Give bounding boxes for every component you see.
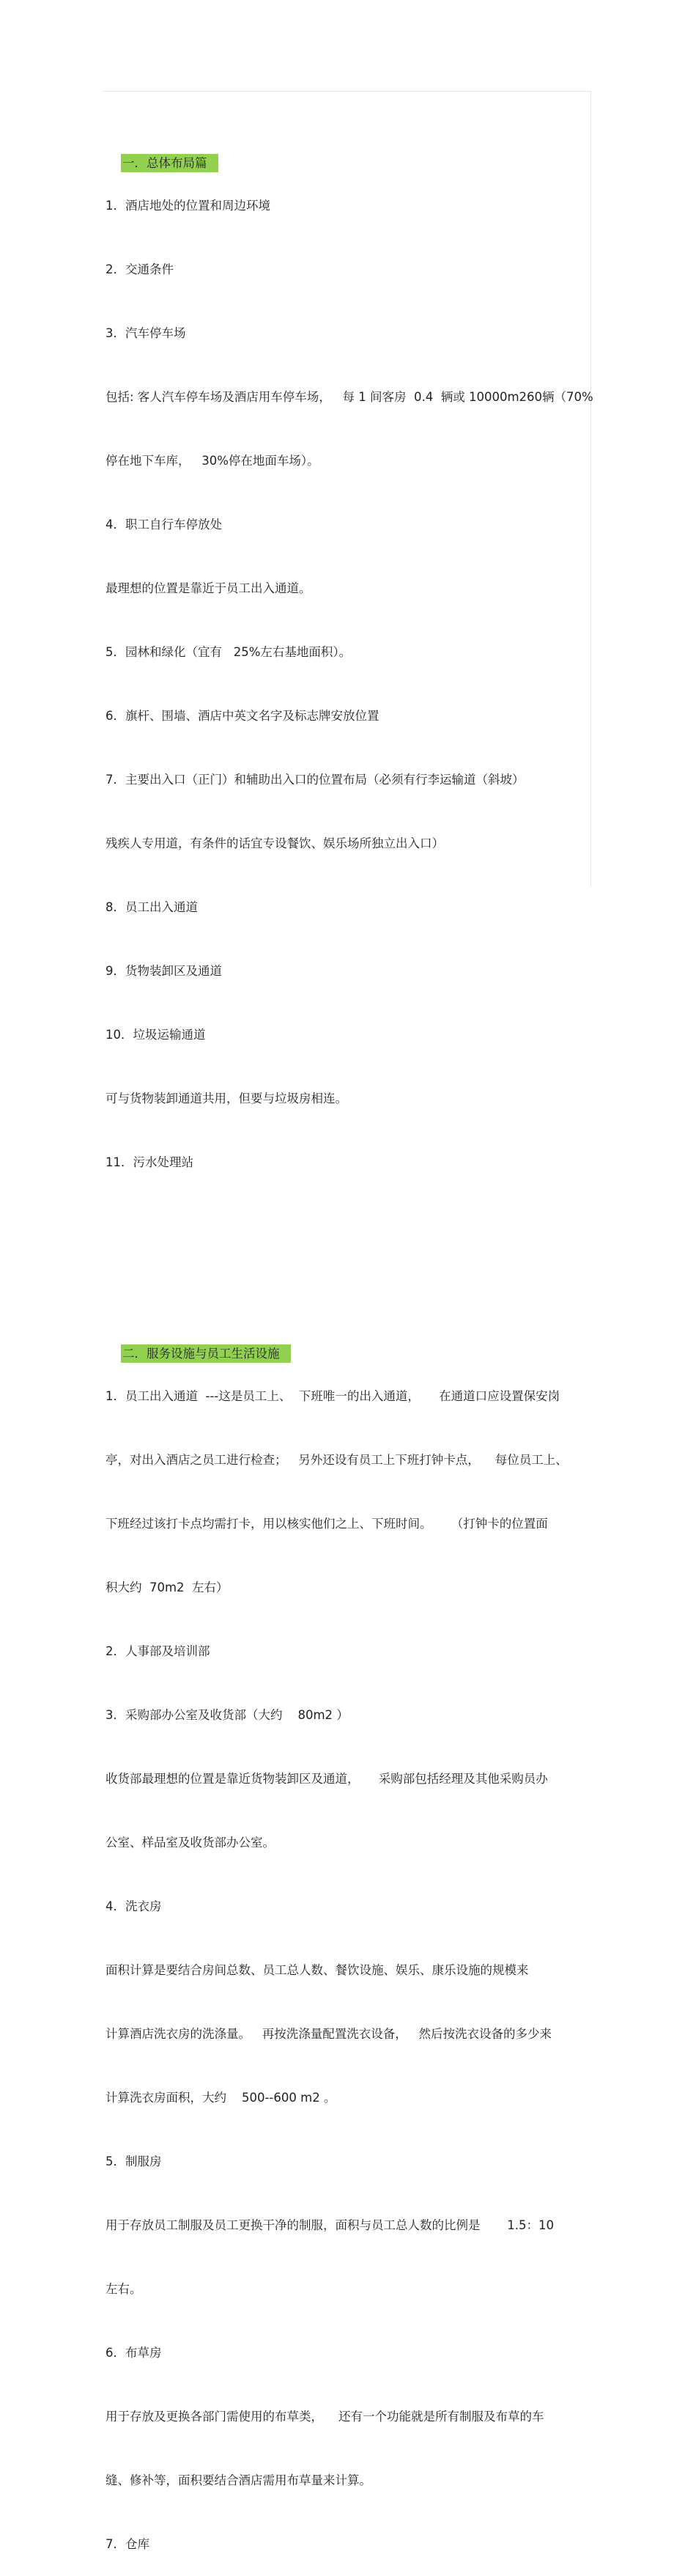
text-line: 计算酒店洗衣房的洗涤量。 再按洗涤量配置洗衣设备， 然后按洗衣设备的多少来 — [105, 2027, 552, 2041]
text-line: 左右。 — [105, 2282, 142, 2296]
text-line: 10．垃圾运输通道 — [105, 1028, 206, 1042]
section-heading: 一．总体布局篇 — [121, 154, 219, 172]
text-line: 2．交通条件 — [105, 262, 174, 276]
text-line: 1．员工出入通道 ---这是员工上、 下班唯一的出入通道， 在通道口应设置保安岗 — [105, 1389, 560, 1403]
text-line: 7．仓库 — [105, 2537, 149, 2551]
document-body — [105, 89, 604, 2576]
text-line: 公室、样品室及收货部办公室。 — [105, 1836, 275, 1850]
text-line: 可与货物装卸通道共用，但要与垃圾房相连。 — [105, 1092, 347, 1105]
text-line: 用于存放及更换各部门需使用的布草类， 还有一个功能就是所有制服及布草的车 — [105, 2410, 544, 2424]
text-line: 最理想的位置是靠近于员工出入通道。 — [105, 581, 311, 595]
text-line: 停在地下车库， 30%停在地面车场）。 — [105, 454, 319, 468]
text-line: 1．酒店地处的位置和周边环境 — [105, 199, 270, 213]
text-line: 7．主要出入口（正门）和辅助出入口的位置布局（必须有行李运输道（斜坡） — [105, 773, 525, 787]
text-line: 6．旗杆、围墙、酒店中英文名字及标志牌安放位置 — [105, 709, 380, 723]
section-spacer — [105, 1237, 604, 1258]
text-line: 5．制服房 — [105, 2154, 162, 2168]
text-line: 用于存放员工制服及员工更换干净的制服，面积与员工总人数的比例是 1.5：10 — [105, 2218, 554, 2232]
text-line: 6．布草房 — [105, 2346, 162, 2360]
text-line: 计算洗衣房面积，大约 500--600 m2 。 — [105, 2091, 336, 2105]
text-line: 亭，对出入酒店之员工进行检查； 另外还设有员工上下班打钟卡点， 每位员工上、 — [105, 1453, 568, 1467]
text-line: 下班经过该打卡点均需打卡，用以核实他们之上、下班时间。 （打钟卡的位置面 — [105, 1517, 548, 1531]
section-2 — [105, 1322, 604, 1361]
text-line: 11．污水处理站 — [105, 1155, 193, 1169]
text-line: 4．职工自行车停放处 — [105, 518, 222, 531]
text-line: 包括: 客人汽车停车场及酒店用车停车场， 每 1 间客房 0.4 辆或 10000m260辆（70% — [105, 390, 593, 404]
text-line: 3．汽车停车场 — [105, 326, 186, 340]
text-line: 2．人事部及培训部 — [105, 1644, 210, 1658]
text-line: 9．货物装卸区及通道 — [105, 964, 222, 978]
text-line: 收货部最理想的位置是靠近货物装卸区及通道， 采购部包括经理及其他采购员办 — [105, 1772, 548, 1786]
section-heading: 二．服务设施与员工生活设施 — [121, 1344, 292, 1363]
text-line: 残疾人专用道，有条件的话宜专设餐饮、娱乐场所独立出入口） — [105, 836, 444, 850]
section-1 — [105, 131, 604, 170]
text-line: 4．洗衣房 — [105, 1899, 162, 1913]
text-line: 8．员工出入通道 — [105, 900, 198, 914]
text-line: 5．园林和绿化（宜有 25%左右基地面积）。 — [105, 645, 352, 659]
text-line: 积大约 70m2 左右） — [105, 1580, 229, 1594]
text-line: 缝、修补等，面积要结合酒店需用布草量来计算。 — [105, 2473, 371, 2487]
text-line: 面积计算是要结合房间总数、员工总人数、餐饮设施、娱乐、康乐设施的规模来 — [105, 1963, 529, 1977]
text-line: 3．采购部办公室及收货部（大约 80m2 ） — [105, 1708, 349, 1722]
